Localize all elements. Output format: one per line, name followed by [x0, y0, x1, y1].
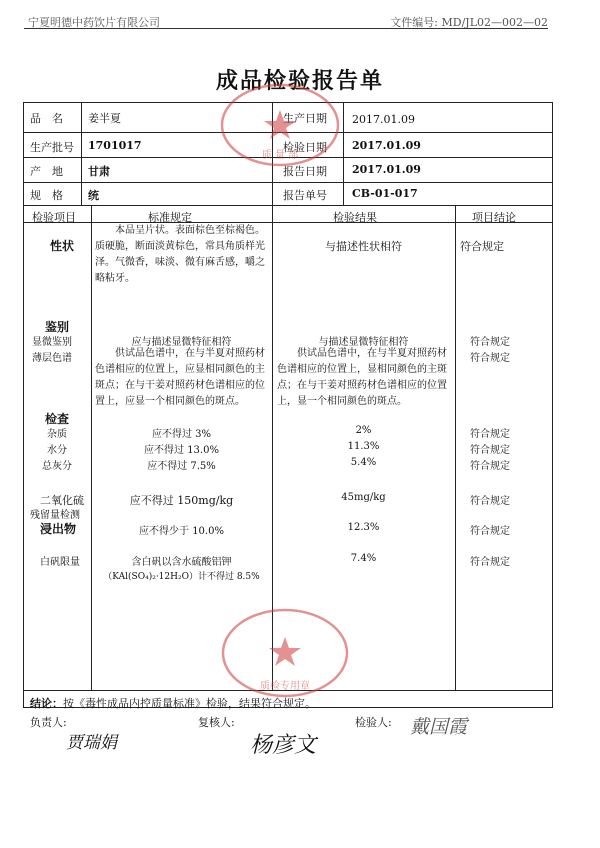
so2-conclusion: 符合规定: [470, 496, 510, 507]
check-result: 2%: [355, 425, 372, 436]
spec-label: 规 格: [30, 189, 63, 202]
extract-label: 浸出物: [40, 522, 77, 536]
origin-value: 甘肃: [88, 165, 110, 178]
spec-value: 统: [88, 189, 99, 202]
so2-result: 45mg/kg: [341, 492, 386, 503]
check-item: 总灰分: [42, 461, 72, 472]
micro-standard: 应与描述显微特征相符: [131, 337, 232, 348]
name-label: 品 名: [30, 112, 63, 125]
page-title: 成品检验报告单: [215, 69, 384, 94]
check-standard: 应不得过 13.0%: [144, 445, 219, 456]
report-date-label: 报告日期: [283, 165, 327, 178]
name-value: 姜半夏: [88, 112, 121, 125]
identification-label: 鉴别: [45, 320, 70, 334]
tlc-standard: 供试品色谱中，在与半夏对照药材色谱相应的位置上，应显相同颜色的主斑点；在与干姜对照药材色谱相应的位置上，应显一个相同颜色的斑点。: [95, 348, 265, 407]
reviewer-label: 复核人:: [198, 716, 235, 729]
traits-label: 性状: [50, 239, 75, 253]
alum-label: 白矾限量: [40, 557, 80, 568]
conclusion-text: 按《毒性成品内控质量标准》检验，结果符合规定。: [63, 697, 316, 710]
col-header-item: 检验项目: [32, 211, 76, 224]
prod-date-value: 2017.01.09: [352, 113, 415, 126]
alum-conclusion: 符合规定: [470, 557, 510, 568]
batch-value: 1701017: [88, 139, 142, 152]
col-divider: [81, 102, 82, 205]
test-date-value: 2017.01.09: [352, 139, 421, 152]
so2-standard: 应不得过 150mg/kg: [129, 494, 234, 507]
so2-label-1: 二氧化硫: [40, 494, 84, 507]
col-header-result: 检验结果: [333, 211, 377, 224]
quality-dept-stamp: [215, 80, 345, 170]
inspection-stamp: [215, 605, 355, 703]
report-no-label: 报告单号: [283, 189, 327, 202]
traits-standard: 本品呈片状。表面棕色至棕褐色。质硬脆，断面淡黄棕色，常具角质样光泽。气微香，味淡、微有麻舌感，嚼之略粘牙。: [95, 225, 265, 284]
extract-standard: 应不得少于 10.0%: [139, 526, 224, 537]
check-item: 水分: [47, 445, 67, 456]
check-result: 11.3%: [347, 441, 380, 452]
responsible-label: 负责人:: [30, 716, 67, 729]
so2-label-2: 残留量检测: [30, 510, 80, 521]
check-item: 杂质: [47, 429, 67, 440]
check-conclusion: 符合规定: [470, 461, 510, 472]
test-date-label: 检验日期: [283, 141, 327, 154]
row-divider: [23, 182, 553, 183]
batch-label: 生产批号: [30, 141, 74, 154]
conclusion-label: 结论：: [30, 697, 63, 710]
svg-text:质检专用章: 质检专用章: [260, 681, 310, 692]
micro-conclusion: 符合规定: [470, 337, 510, 348]
origin-label: 产 地: [30, 165, 63, 178]
micro-result: 与描述显微特征相符: [318, 337, 409, 348]
traits-conclusion: 符合规定: [460, 240, 504, 253]
extract-conclusion: 符合规定: [470, 526, 510, 537]
inspector-signature: 戴国霞: [410, 716, 468, 738]
micro-label: 显微鉴别: [32, 337, 72, 348]
check-standard: 应不得过 7.5%: [147, 461, 216, 472]
alum-result: 7.4%: [350, 553, 377, 564]
prod-date-label: 生产日期: [283, 112, 327, 125]
extract-result: 12.3%: [347, 522, 380, 533]
header-rule: [24, 28, 548, 29]
col-header-conclusion: 项目结论: [472, 211, 516, 224]
alum-standard-2: （KAl(SO₄)₂·12H₂O）计不得过 8.5%: [103, 572, 260, 582]
check-result: 5.4%: [350, 457, 377, 468]
responsible-signature: 贾瑞娟: [66, 733, 117, 753]
svg-text:质 量 部: 质 量 部: [261, 150, 299, 161]
check-conclusion: 符合规定: [470, 429, 510, 440]
inspector-label: 检验人:: [355, 716, 392, 729]
report-no-value: CB-01-017: [352, 187, 418, 200]
company-header: 宁夏明德中药饮片有限公司: [28, 16, 160, 29]
reviewer-signature: 杨彦文: [250, 733, 317, 758]
checks-label: 检查: [45, 412, 70, 426]
alum-standard-1: 含白矾以含水硫酸铝钾: [131, 557, 232, 568]
doc-number: 文件编号: MD/JL02—002—02: [390, 16, 548, 29]
traits-result: 与描述性状相符: [325, 240, 402, 253]
report-date-value: 2017.01.09: [352, 163, 421, 176]
col-header-standard: 标准规定: [148, 211, 192, 224]
check-standard: 应不得过 3%: [151, 429, 212, 440]
col-divider: [455, 205, 456, 690]
tlc-label: 薄层色谱: [32, 353, 72, 364]
check-conclusion: 符合规定: [470, 445, 510, 456]
tlc-result: 供试品色谱中，在与半夏对照药材色谱相应的位置上，显相同颜色的主斑点；在与干姜对照药材色谱相应的位置上，显一个相同颜色的斑点。: [277, 348, 447, 407]
tlc-conclusion: 符合规定: [470, 353, 510, 364]
row-divider: [23, 205, 553, 206]
